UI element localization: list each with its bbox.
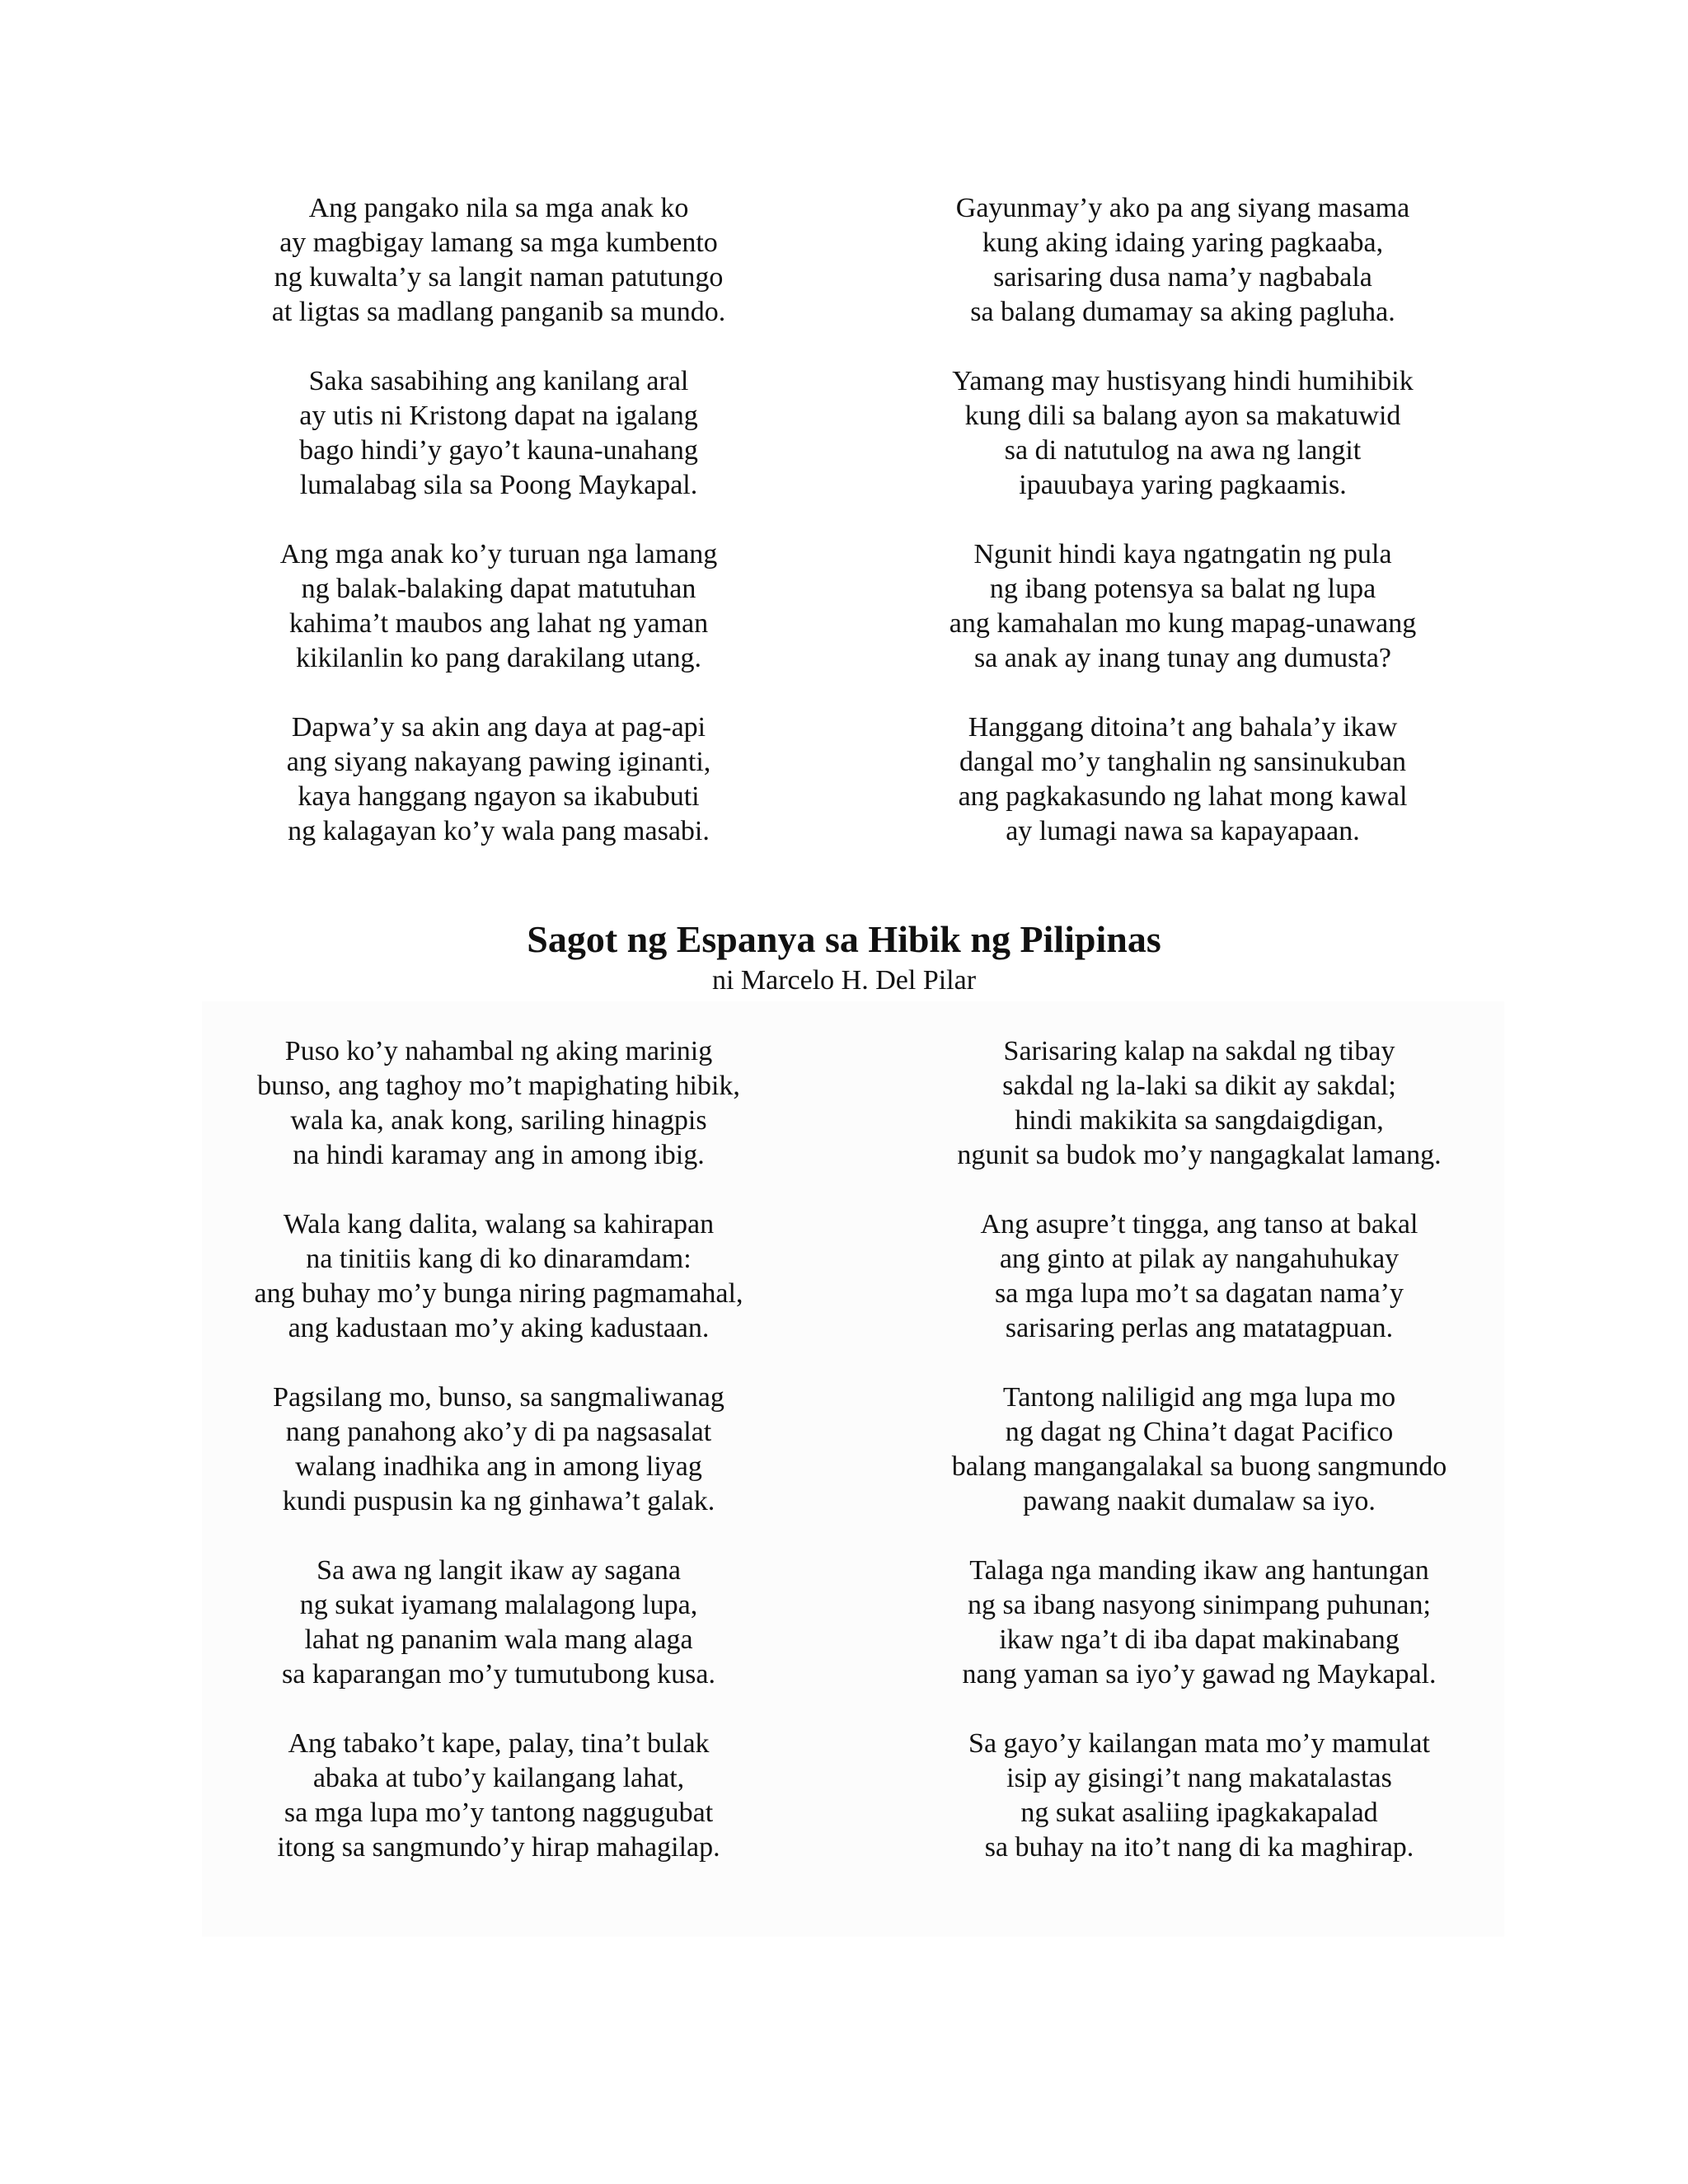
verse-line: Tantong naliligid ang mga lupa mo (1002, 1382, 1396, 1413)
verse-line: ng balak-balaking dapat matutuhan (301, 574, 696, 604)
verse-line: kung dili sa balang ayon sa makatuwid (964, 401, 1401, 431)
stanza (206, 364, 791, 503)
verse-line: walang inadhika ang in among liyag (295, 1451, 702, 1482)
verse-line: Ang asupre’t tingga, ang tanso at bakal (980, 1209, 1418, 1240)
poem1-right-column (890, 191, 1475, 883)
stanza (890, 364, 1475, 503)
verse-line: ng dagat ng China’t dagat Pacifico (1005, 1417, 1394, 1447)
verse-line: ikaw nga’t di iba dapat makinabang (999, 1624, 1400, 1655)
stanza (907, 1034, 1492, 1173)
verse-line: ipauubaya yaring pagkaamis. (1019, 470, 1347, 500)
verse-line: kahima’t maubos ang lahat ng yaman (288, 608, 709, 639)
verse-line: Hanggang ditoina’t ang bahala’y ikaw (968, 712, 1398, 743)
verse-line: sa buhay na ito’t nang di ka maghirap. (984, 1832, 1414, 1863)
verse-line: ay utis ni Kristong dapat na igalang (299, 401, 698, 431)
verse-line: Sa awa ng langit ikaw ay sagana (316, 1555, 681, 1586)
verse-line: nang panahong ako’y di pa nagsasalat (285, 1417, 712, 1447)
verse-line: sarisaring perlas ang matatagpuan. (1005, 1313, 1394, 1343)
verse-line: bago hindi’y gayo’t kauna-unahang (299, 435, 698, 466)
verse-line: ang kadustaan mo’y aking kadustaan. (288, 1313, 710, 1343)
verse-line: kundi puspusin ka ng ginhawa’t galak. (282, 1486, 715, 1516)
verse-line: na hindi karamay ang in among ibig. (293, 1140, 705, 1170)
verse-line: na tinitiis kang di ko dinaramdam: (306, 1244, 692, 1274)
verse-line: isip ay gisingi’t nang makatalastas (1006, 1763, 1392, 1793)
poem2-heading (0, 915, 1688, 997)
stanza (907, 1554, 1492, 1692)
verse-line: ang siyang nakayang pawing iginanti, (286, 747, 711, 777)
verse-line: ang ginto at pilak ay nangahuhukay (999, 1244, 1400, 1274)
verse-line: Gayunmay’y ako pa ang siyang masama (955, 193, 1410, 223)
stanza (206, 1554, 791, 1692)
verse-line: abaka at tubo’y kailangang lahat, (312, 1763, 685, 1793)
verse-line: sarisaring dusa nama’y nagbabala (993, 262, 1372, 293)
verse-line: itong sa sangmundo’y hirap mahagilap. (277, 1832, 720, 1863)
verse-line: lahat ng pananim wala mang alaga (304, 1624, 693, 1655)
stanza (907, 1207, 1492, 1346)
stanza (907, 1727, 1492, 1865)
stanza (206, 1380, 791, 1519)
stanza (890, 537, 1475, 676)
verse-line: sa di natutulog na awa ng langit (1004, 435, 1362, 466)
verse-line: bunso, ang taghoy mo’t mapighating hibik, (257, 1071, 740, 1101)
verse-line: kikilanlin ko pang darakilang utang. (296, 643, 701, 673)
poem-title: Sagot ng Espanya sa Hibik ng Pilipinas (527, 918, 1161, 960)
stanza (206, 1207, 791, 1346)
stanza (206, 1034, 791, 1173)
poem2-left-column (206, 1034, 791, 1900)
verse-line: ang kamahalan mo kung mapag-unawang (949, 608, 1417, 639)
poem2-section (202, 1001, 1504, 1937)
verse-line: Pagsilang mo, bunso, sa sangmaliwanag (273, 1382, 724, 1413)
verse-line: dangal mo’y tanghalin ng sansinukuban (959, 747, 1406, 777)
verse-line: ng sukat asaliing ipagkakapalad (1020, 1797, 1378, 1828)
verse-line: Puso ko’y nahambal ng aking marinig (284, 1036, 713, 1066)
stanza (890, 191, 1475, 330)
stanza (890, 710, 1475, 849)
stanza (907, 1380, 1492, 1519)
poem-author: ni Marcelo H. Del Pilar (711, 965, 977, 996)
verse-line: ay magbigay lamang sa mga kumbento (279, 227, 718, 258)
verse-line: Wala kang dalita, walang sa kahirapan (283, 1209, 715, 1240)
verse-line: kaya hanggang ngayon sa ikabubuti (298, 781, 700, 812)
verse-line: Ang pangako nila sa mga anak ko (308, 193, 689, 223)
verse-line: sakdal ng la-laki sa dikit ay sakdal; (1002, 1071, 1396, 1101)
verse-line: ng sa ibang nasyong sinimpang puhunan; (968, 1590, 1431, 1620)
verse-line: lumalabag sila sa Poong Maykapal. (299, 470, 698, 500)
verse-line: sa balang dumamay sa aking pagluha. (970, 297, 1395, 327)
verse-line: Ngunit hindi kaya ngatngatin ng pula (973, 539, 1392, 569)
verse-line: Sa gayo’y kailangan mata mo’y mamulat (968, 1728, 1430, 1759)
verse-line: nang yaman sa iyo’y gawad ng Maykapal. (962, 1659, 1437, 1690)
verse-line: ng sukat iyamang malalagong lupa, (299, 1590, 698, 1620)
verse-line: ng kalagayan ko’y wala pang masabi. (288, 816, 710, 846)
verse-line: at ligtas sa madlang panganib sa mundo. (271, 297, 726, 327)
verse-line: hindi makikita sa sangdaigdigan, (1015, 1105, 1384, 1136)
verse-line: wala ka, anak kong, sariling hinagpis (290, 1105, 707, 1136)
poem1-left-column (206, 191, 791, 883)
stanza (206, 1727, 791, 1865)
verse-line: Talaga nga manding ikaw ang hantungan (969, 1555, 1429, 1586)
verse-line: sa mga lupa mo’y tantong naggugubat (284, 1797, 714, 1828)
verse-line: sa kaparangan mo’y tumutubong kusa. (282, 1659, 715, 1690)
verse-line: sa anak ay inang tunay ang dumusta? (973, 643, 1392, 673)
stanza (206, 710, 791, 849)
verse-line: Ang tabako’t kape, palay, tina’t bulak (288, 1728, 710, 1759)
stanza (206, 537, 791, 676)
verse-line: sa mga lupa mo’t sa dagatan nama’y (995, 1278, 1404, 1309)
verse-line: ng kuwalta’y sa langit naman patutungo (274, 262, 724, 293)
verse-line: ay lumagi nawa sa kapayapaan. (1006, 816, 1360, 846)
stanza (206, 191, 791, 330)
poem2-right-column (907, 1034, 1492, 1900)
verse-line: ngunit sa budok mo’y nangagkalat lamang. (957, 1140, 1442, 1170)
verse-line: balang mangangalakal sa buong sangmundo (951, 1451, 1447, 1482)
verse-line: ang pagkakasundo ng lahat mong kawal (958, 781, 1408, 812)
verse-line: Saka sasabihing ang kanilang aral (308, 366, 689, 396)
verse-line: Sarisaring kalap na sakdal ng tibay (1003, 1036, 1395, 1066)
verse-line: ng ibang potensya sa balat ng lupa (989, 574, 1376, 604)
verse-line: kung aking idaing yaring pagkaaba, (982, 227, 1384, 258)
verse-line: Dapwa’y sa akin ang daya at pag-api (291, 712, 706, 743)
verse-line: Yamang may hustisyang hindi humihibik (952, 366, 1414, 396)
verse-line: Ang mga anak ko’y turuan nga lamang (279, 539, 718, 569)
verse-line: pawang naakit dumalaw sa iyo. (1023, 1486, 1376, 1516)
verse-line: ang buhay mo’y bunga niring pagmamahal, (254, 1278, 743, 1309)
